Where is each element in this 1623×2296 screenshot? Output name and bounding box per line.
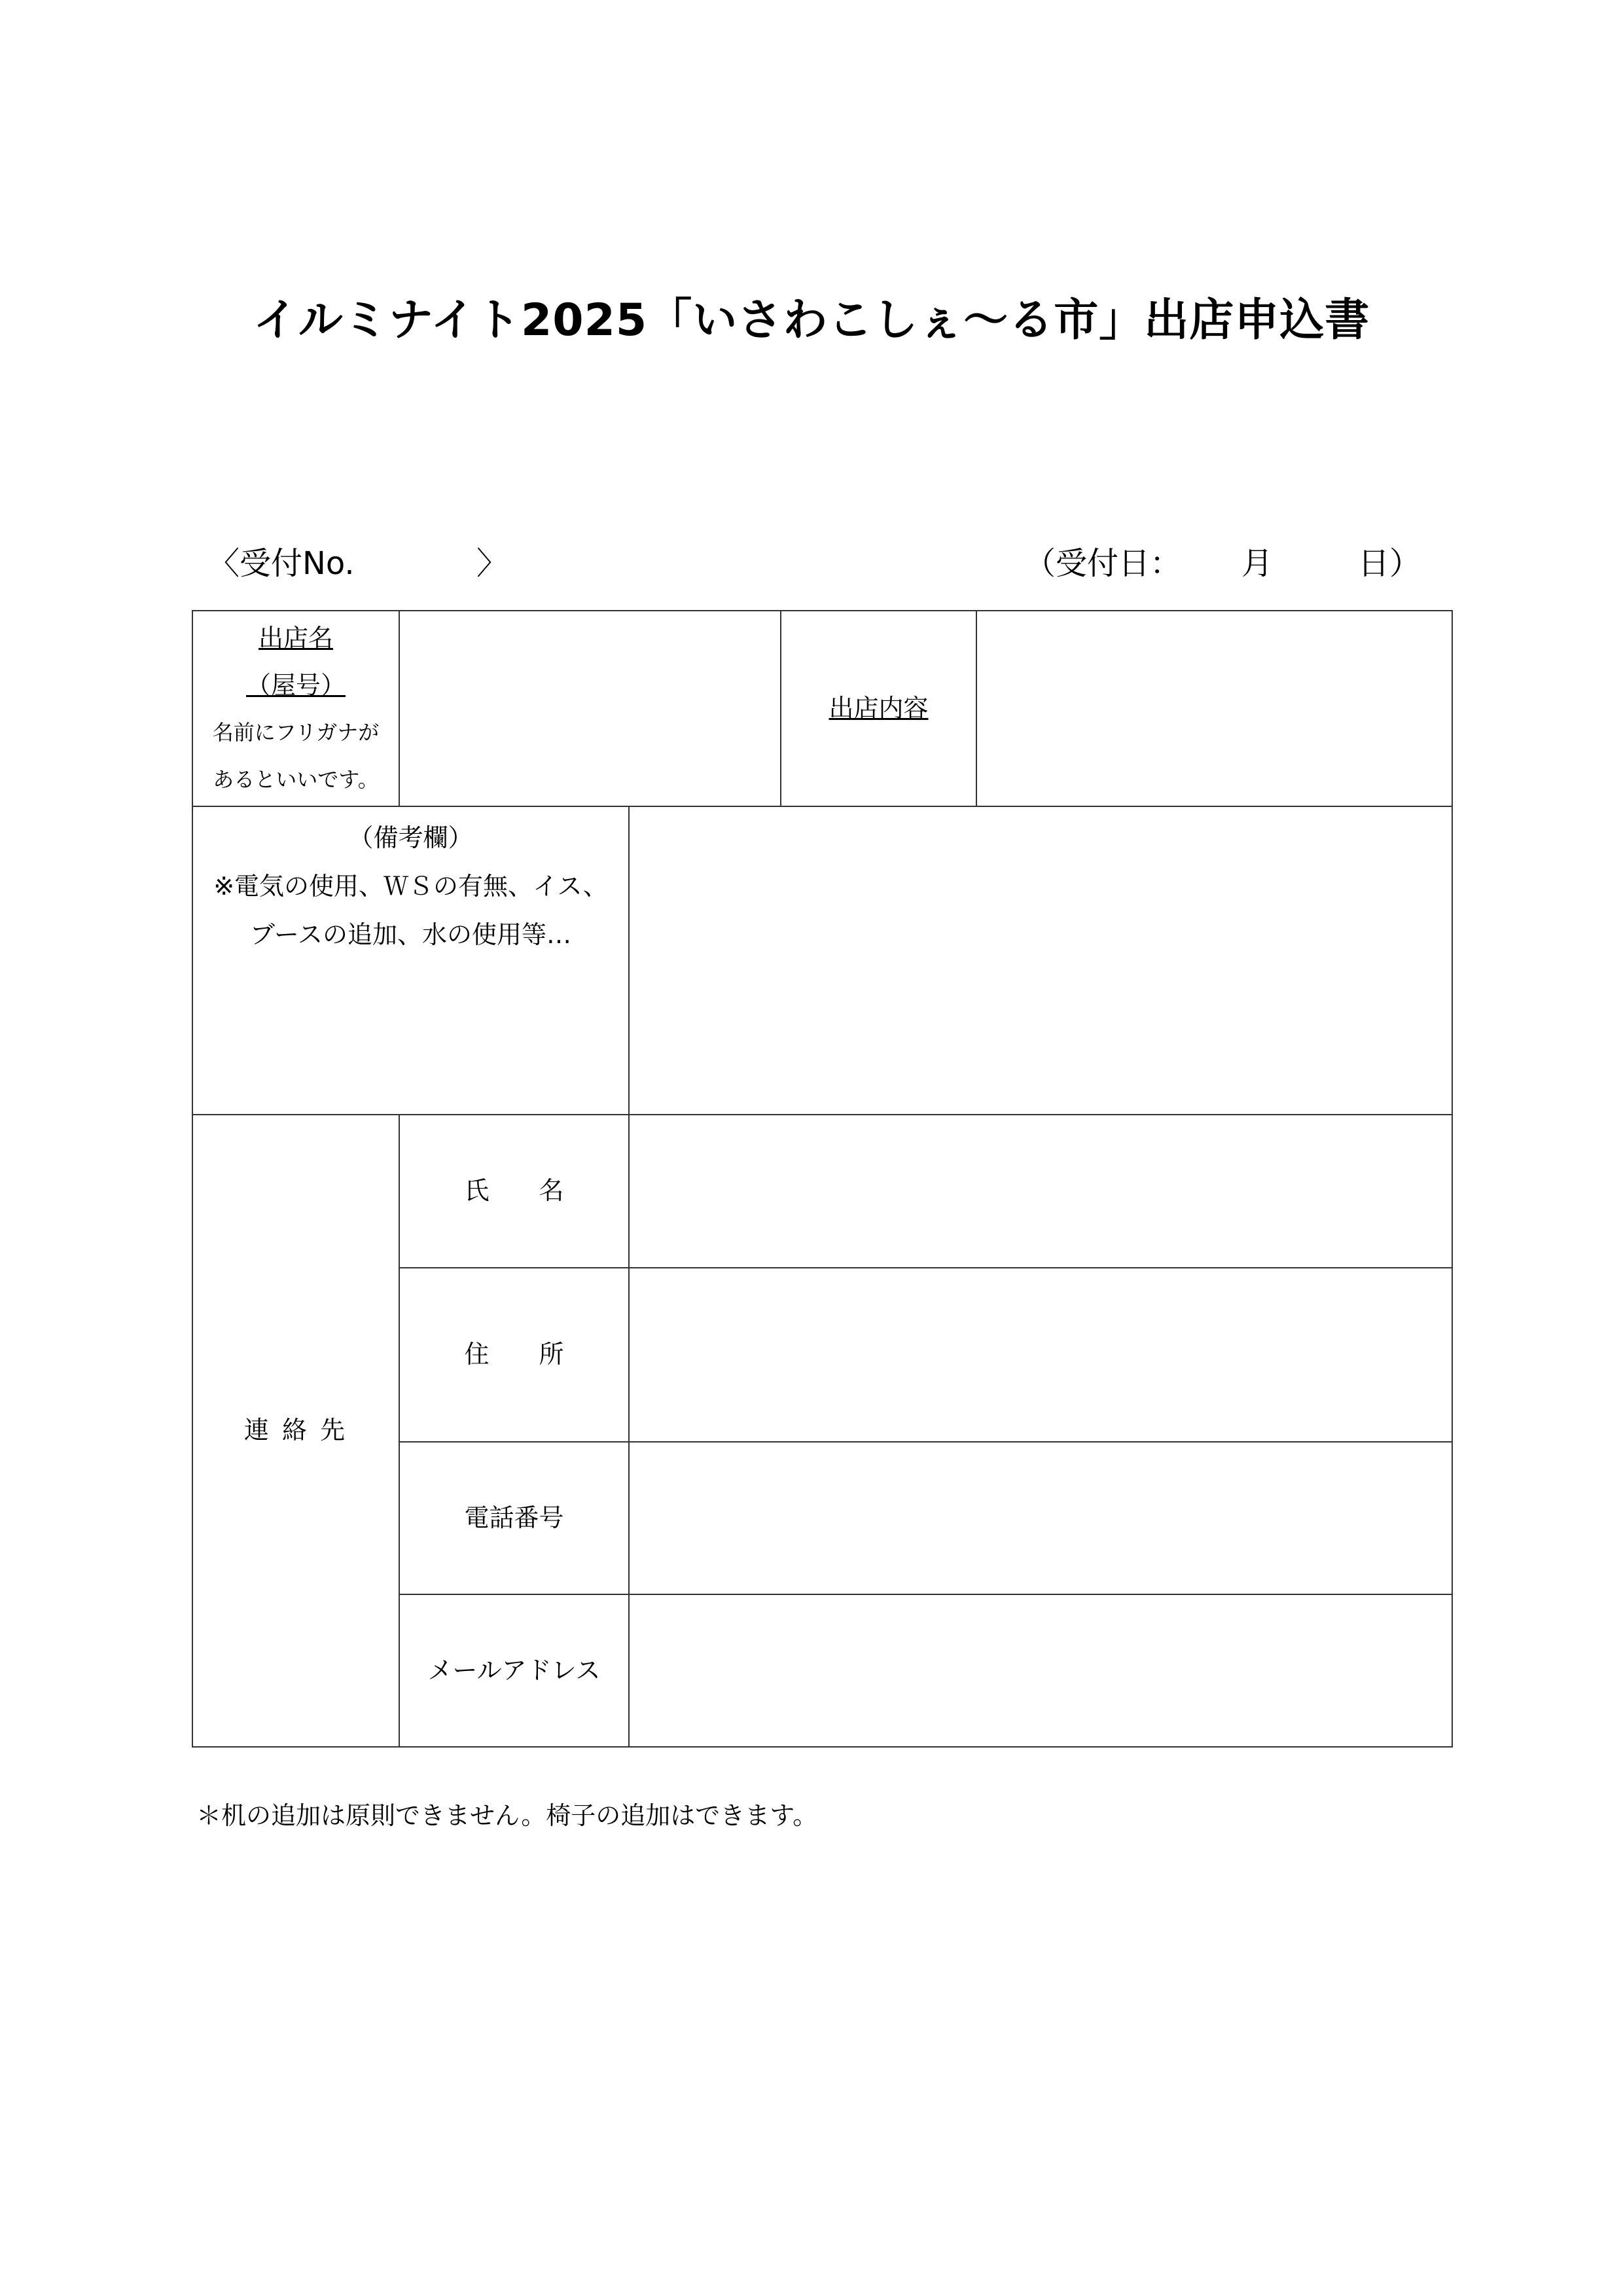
name-field[interactable]	[629, 1115, 1452, 1268]
shop-name-note-line2: あるといいです。	[213, 766, 379, 792]
reception-date-label: （受付日：	[1024, 545, 1182, 582]
shop-name-label: 出店名	[258, 623, 333, 653]
name-label-cell	[399, 1115, 629, 1268]
shop-name-field[interactable]	[399, 611, 781, 806]
document-title: イルミナイト2025「いさわこしぇ〜る市」出店申込書	[253, 295, 1370, 346]
email-field[interactable]	[629, 1594, 1452, 1747]
address-label-cell	[399, 1268, 629, 1442]
remarks-title: （備考欄）	[348, 823, 473, 852]
email-label: メールアドレス	[427, 1655, 601, 1685]
remarks-note-line2: ブースの追加、水の使用等…	[250, 920, 571, 949]
address-label: 住 所	[464, 1340, 564, 1369]
remarks-note-line1: ※電気の使用、ＷＳの有無、イス、	[213, 872, 608, 901]
phone-label: 電話番号	[464, 1503, 564, 1532]
reception-number-label: 〈受付No.	[208, 545, 355, 582]
shop-name-label-cell	[192, 611, 399, 806]
contact-label: 連 絡 先	[243, 1416, 348, 1445]
email-label-cell	[399, 1594, 629, 1747]
reception-month-label: 月	[1241, 545, 1274, 582]
reception-day-label: 日）	[1358, 545, 1421, 582]
contact-label-cell	[192, 1115, 399, 1747]
reception-number-close: 〉	[476, 545, 508, 582]
address-field[interactable]	[629, 1268, 1452, 1442]
application-form-table	[192, 610, 1453, 1748]
shop-yago-label: （屋号）	[245, 670, 346, 700]
remarks-field[interactable]	[629, 806, 1452, 1115]
shop-content-field[interactable]	[976, 611, 1452, 806]
name-label: 氏 名	[464, 1176, 564, 1206]
remarks-label-cell	[192, 806, 629, 1115]
reception-number	[208, 541, 508, 586]
phone-label-cell	[399, 1442, 629, 1594]
phone-field[interactable]	[629, 1442, 1452, 1594]
shop-name-note-line1: 名前にフリガナが	[212, 719, 380, 745]
footnote: ＊机の追加は原則できません。椅子の追加はできます。	[196, 1801, 818, 1830]
shop-content-label-cell	[781, 611, 976, 806]
reception-date	[1024, 541, 1430, 586]
shop-content-label: 出店内容	[829, 693, 929, 723]
